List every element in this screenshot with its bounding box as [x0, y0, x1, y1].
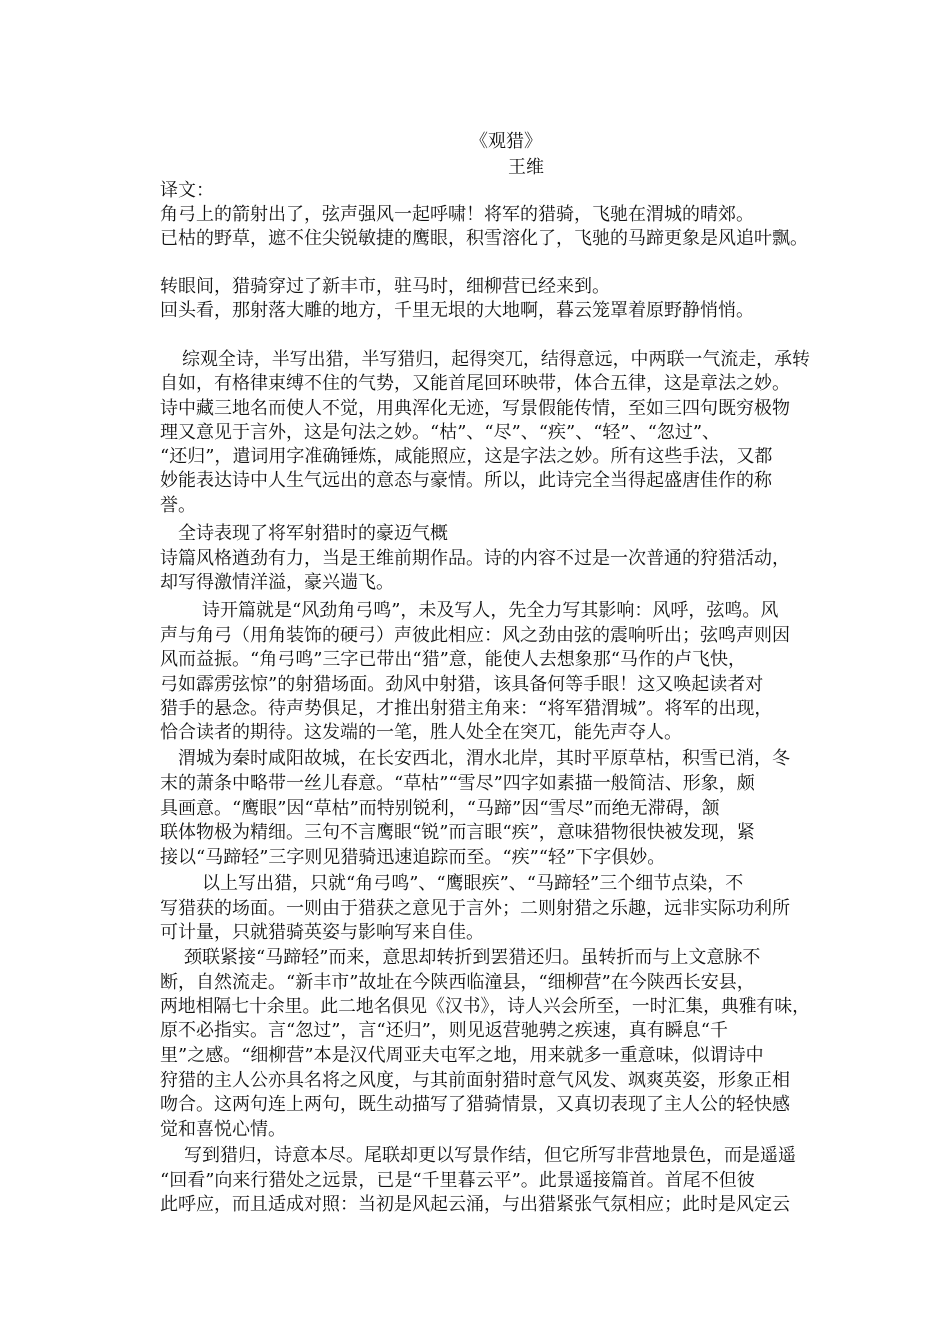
text-line: 渭城为秦时咸阳故城，在长安西北，渭水北岸，其时平原草枯，积雪已消，冬 [178, 748, 790, 769]
text-line: 写到猎归，诗意本尽。尾联却更以写景作结，但它所写非营地景色，而是遥遥 [184, 1145, 796, 1166]
text-line: 吻合。这两句连上两句，既生动描写了猎骑情景，又真切表现了主人公的轻快感 [160, 1094, 790, 1115]
text-line: 狩猎的主人公亦具名将之风度，与其前面射猎时意气风发、飒爽英姿，形象正相 [160, 1070, 790, 1091]
text-line: 恰合读者的期待。这发端的一笔，胜人处全在突兀，能先声夺人。 [160, 722, 682, 743]
text-line: 诗开篇就是“风劲角弓鸣”，未及写人，先全力写其影响：风呼，弦鸣。风 [202, 600, 779, 621]
text-line: 角弓上的箭射出了，弦声强风一起呼啸！将军的猎骑，飞驰在渭城的晴郊。 [160, 204, 754, 225]
text-line: 接以“马蹄轻”三字则见猎骑迅速追踪而至。“疾”“轻”下字俱妙。 [160, 847, 666, 868]
text-line: 觉和喜悦心情。 [160, 1119, 286, 1140]
text-line: 具画意。“鹰眼”因“草枯”而特别锐利，“马蹄”因“雪尽”而绝无滞碍，颔 [160, 798, 720, 819]
text-line: 转眼间，猎骑穿过了新丰市，驻马时，细柳营已经来到。 [160, 276, 610, 297]
text-line: 全诗表现了将军射猎时的豪迈气概 [178, 523, 448, 544]
document-author: 王维 [508, 157, 544, 178]
text-line: 末的萧条中略带一丝儿春意。“草枯”“雪尽”四字如素描一般简洁、形象，颇 [160, 773, 755, 794]
text-line: 风而益振。“角弓鸣”三字已带出“猎”意，能使人去想象那“马作的卢飞快， [160, 649, 747, 670]
text-line: 弓如霹雳弦惊”的射猎场面。劲风中射猎，该具备何等手眼！这又唤起读者对 [160, 674, 764, 695]
text-line: 猎手的悬念。待声势俱足，才推出射猎主角来：“将军猎渭城”。将军的出现， [160, 698, 773, 719]
text-line: 综观全诗，半写出猎，半写猎归，起得突兀，结得意远，中两联一气流走，承转 [182, 349, 810, 370]
text-line: 诗中藏三地名而使人不觉，用典浑化无迹，写景假能传情，至如三四句既穷极物 [160, 398, 790, 419]
text-line: 里”之感。“细柳营”本是汉代周亚夫屯军之地，用来就多一重意味，似谓诗中 [160, 1045, 764, 1066]
text-line: “还归”，遣词用字准确锤炼，咸能照应，这是字法之妙。所有这些手法，又都 [160, 446, 773, 467]
text-line: 声与角弓（用角装饰的硬弓）声彼此相应：风之劲由弦的震响听出；弦鸣声则因 [160, 625, 790, 646]
text-line: 两地相隔七十余里。此二地名俱见《汉书》，诗人兴会所至，一时汇集，典雅有味， [160, 996, 810, 1017]
text-line: 联体物极为精细。三句不言鹰眼“锐”而言眼“疾”，意味猎物很快被发现，紧 [160, 822, 755, 843]
text-line: 妙能表达诗中人生气远出的意态与豪情。所以，此诗完全当得起盛唐佳作的称 [160, 470, 772, 491]
text-line: 以上写出猎，只就“角弓鸣”、“鹰眼疾”、“马蹄轻”三个细节点染，不 [202, 873, 744, 894]
text-line: 写猎获的场面。一则由于猎获之意见于言外；二则射猎之乐趣，远非实际功利所 [160, 898, 790, 919]
text-line: 此呼应，而且适成对照：当初是风起云涌，与出猎紧张气氛相应；此时是风定云 [160, 1194, 790, 1215]
text-line: 译文： [160, 180, 214, 201]
text-line: 回头看，那射落大雕的地方，千里无垠的大地啊，暮云笼罩着原野静悄悄。 [160, 300, 754, 321]
text-line: 自如，有格律束缚不住的气势，又能首尾回环映带，体合五律，这是章法之妙。 [160, 373, 790, 394]
text-line: 理又意见于言外，这是句法之妙。“枯”、“尽”、“疾”、“轻”、“忽过”、 [160, 422, 721, 443]
text-line: 誉。 [160, 495, 196, 516]
text-line: 诗篇风格遒劲有力，当是王维前期作品。诗的内容不过是一次普通的狩猎活动， [160, 548, 790, 569]
text-line: 却写得激情洋溢，豪兴遄飞。 [160, 572, 394, 593]
text-line: “回看”向来行猎处之远景，已是“千里暮云平”。此景遥接篇首。首尾不但彼 [160, 1170, 755, 1191]
text-line: 原不必指实。言“忽过”，言“还归”，则见返营驰骋之疾速，真有瞬息“千 [160, 1020, 729, 1041]
text-line: 颈联紧接“马蹄轻”而来，意思却转折到罢猎还归。虽转折而与上文意脉不 [184, 947, 761, 968]
text-line: 可计量，只就猎骑英姿与影响写来自佳。 [160, 922, 484, 943]
text-line: 已枯的野草，遮不住尖锐敏捷的鹰眼，积雪溶化了，飞驰的马蹄更象是风追叶飘。 [160, 228, 808, 249]
document-title: 《观猎》 [470, 131, 542, 152]
text-line: 断，自然流走。“新丰市”故址在今陕西临潼县，“细柳营”在今陕西长安县， [160, 972, 755, 993]
